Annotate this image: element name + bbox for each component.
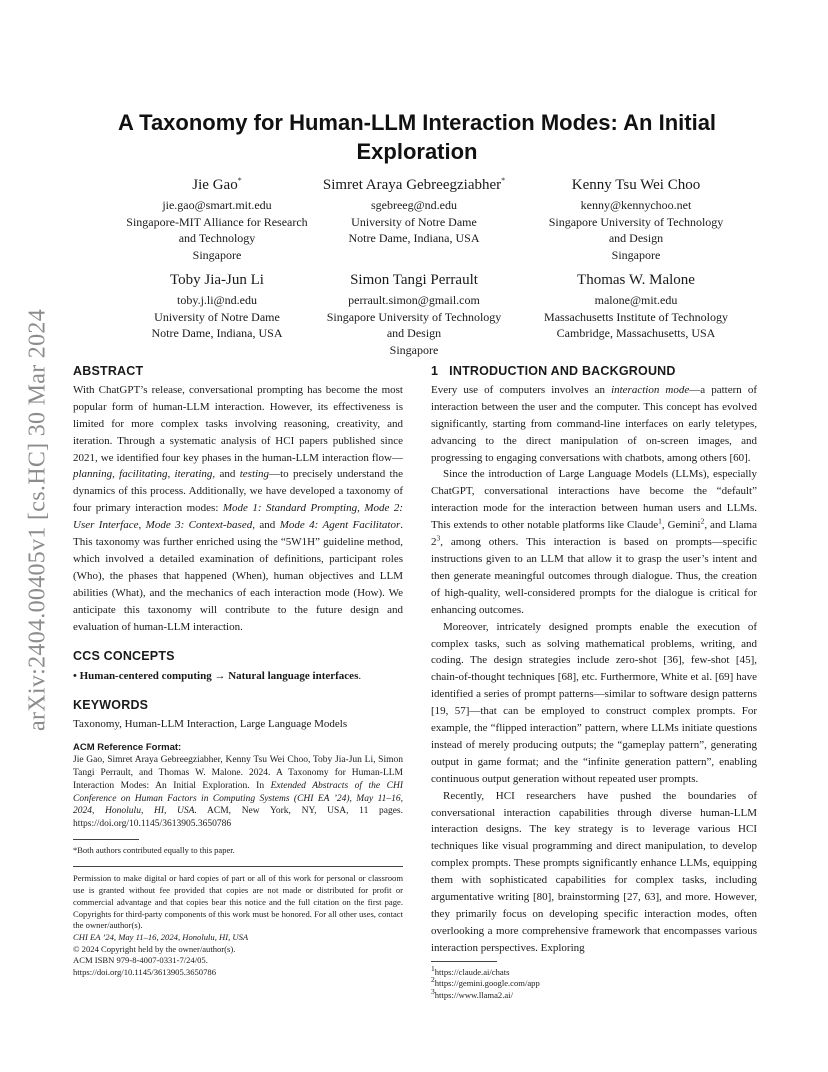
copyright-line: © 2024 Copyright held by the owner/author(s). [73, 943, 236, 954]
author-affiliation: and Technology [178, 231, 256, 245]
author-affiliation: Singapore University of Technology [326, 309, 502, 324]
author-affiliation: Notre Dame, Indiana, USA [151, 326, 283, 340]
permission-block [73, 866, 403, 978]
permission-text: Permission to make digital or hard copies of part or all of this work for personal or classroom use is granted without fee provided that copies are not made or distributed for profit or commercial advantage and that copies bear this notice and the full citation on the first page. Copyrights for third-party components of this work must be honored. For all other uses, contact the owner/author(s). [73, 873, 403, 931]
author-affiliation: Notre Dame, Indiana, USA [348, 231, 480, 245]
author-name: Simret Araya Gebreegziabher [322, 177, 502, 193]
author-name: Toby Jia-Jun Li [170, 272, 264, 288]
ccs-text: • Human-centered computing → Natural language interfaces. [73, 670, 362, 683]
venue-line: CHI EA ’24, May 11–16, 2024, Honolulu, HI, USA [73, 931, 249, 942]
author-affiliation: Massachusetts Institute of Technology [544, 309, 728, 324]
footnote-url: $^1$https://claude.ai/chats [431, 963, 510, 977]
left-column [73, 363, 403, 979]
right-column [431, 363, 757, 1002]
author-name: Simon Tangi Perrault [350, 272, 478, 288]
intro-paragraph: Recently, HCI researchers have pushed the boundaries of conversational interaction capabilities through diverse human-LLM interaction designs. The key strategy is to leverage various HCI techniques like visual programming and direct manipulation, to develop complex prompts. These prompts significantly enhance LLMs, equipping them with sophisticated capabilities for complex tasks, including argumentative writing [80], brainstorming [27, 63], and more. However, they primarily focus on developing specific interaction modes, often overlooking a more comprehensive framework that encompasses various interaction perspectives. Exploring [431, 789, 757, 954]
author-block: Simret Araya Gebreegziabher* sgebreeg@nd.edu University of Notre Dame Notre Dame, Indiana, USA [294, 176, 534, 247]
isbn-line: ACM ISBN 979-8-4007-0331-7/24/05. [73, 955, 208, 966]
author-block [516, 176, 756, 263]
intro-paragraph: Since the introduction of Large Language Models (LLMs), especially ChatGPT, conversational interactions have become the “default” interaction mode for the interaction between human users and LLMs. This extends to other notable platforms like Claude$^1$, Gemini$^2$, and Llama $2^3$, among others. This interaction is based on prompts—specific instructions given to an LLM that allow it to grasp the user’s intent and then generate meaningful outcomes through dialogue. Thus, the creation of high-quality, well-considered prompts for the dialogue is critical for enhancing outcomes. [431, 468, 757, 616]
reference-format-heading: ACM Reference Format: [73, 742, 182, 754]
intro-paragraph: Every use of computers involves an interaction mode—a pattern of interaction between the user and the computer. This concept has evolved significantly, starting from command-line interfaces on early teletypes, advancing to the direct manipulation of on-screen images, and progressing to engaging conversations with chatbots, among others [60]. [431, 383, 757, 464]
footnote-url: $^2$https://gemini.google.com/app [431, 975, 540, 989]
author-name: Kenny Tsu Wei Choo [571, 177, 701, 193]
author-affiliation: Singapore [192, 247, 242, 262]
author-affiliation: Cambridge, Massachusetts, USA [556, 326, 716, 340]
author-email: sgebreeg@nd.edu [370, 198, 458, 212]
footnote-url: $^3$https://www.llama2.ai/ [431, 987, 513, 1000]
author-name: Jie Gao [192, 177, 238, 193]
author-block: Jie Gao* jie.gao@smart.mit.edu Singapore-MIT Alliance for Research and Technology Singapore [97, 176, 337, 263]
doi-link[interactable]: https://doi.org/10.1145/3613905.3650786 [73, 967, 216, 978]
author-affiliation: and Design [386, 326, 442, 340]
author-affiliation: and Design [608, 231, 664, 245]
arxiv-identifier: arXiv:2404.00405v1 [cs.HC] 30 Mar 2024 [24, 308, 51, 732]
author-block [294, 271, 534, 358]
footnote-rule [431, 961, 497, 962]
abstract-heading: ABSTRACT [73, 364, 144, 378]
author-email: jie.gao@smart.mit.edu [162, 198, 272, 212]
abstract-text: With ChatGPT’s release, conversational prompting has become the most popular form of human-LLM interaction. However, its effectiveness is limited for more complex tasks involving reasoning, creativity, and iteration. Through a systematic analysis of HCI papers published since 2021, we identified four key phases in the human-LLM interaction flow—planning, facilitating, iterating, and testing—to precisely understand the dynamics of this process. Additionally, we have developed a taxonomy of four primary interaction modes: Mode 1: Standard Prompting, Mode 2: User Interface, Mode 3: Context-based, and Mode 4: Agent Facilitator. This taxonomy was further enriched using the “5W1H” guideline method, which involved a detailed examination of definitions, participant roles (Who), the phases that happened (When), human objectives and LLM abilities (What), and the mechanics of each interaction mode (How). We anticipate this taxonomy will contribute to the future design and evaluation of human-LLM interaction. [73, 383, 403, 633]
author-name: Thomas W. Malone [577, 272, 695, 288]
author-email: kenny@kennychoo.net [580, 198, 692, 212]
intro-paragraph: Moreover, intricately designed prompts enable the execution of complex tasks, such as solving mathematical problems, writing, and coding. The design strategies include zero-shot [36], few-shot [45], chain-of-thought techniques [68], etc. Furthermore, White et al. [69] have identified a series of prompt patterns—similar to software design patterns [19, 57]—that can be employed to construct complex prompts. For example, the “flipped interaction” pattern, where LLMs initiate questions instead of merely producing outputs; the “gameplay pattern”, generating output in game format; and the “infinite generation pattern”, enabling continuous output generation without repeated user prompts. [431, 620, 757, 785]
footnote-equal-contribution: *Both authors contributed equally to this paper. [73, 844, 235, 855]
footnote-rule [73, 839, 139, 840]
author-email: perrault.simon@gmail.com [348, 293, 480, 307]
author-block [516, 271, 756, 342]
ccs-heading: CCS CONCEPTS [73, 648, 175, 663]
paper-title: A Taxonomy for Human-LLM Interaction Modes: An Initial Exploration [117, 110, 717, 164]
author-affiliation: Singapore University of Technology [548, 214, 724, 229]
author-affiliation: Singapore-MIT Alliance for Research [126, 214, 308, 229]
keywords-heading: KEYWORDS [73, 698, 149, 713]
keywords-text: Taxonomy, Human-LLM Interaction, Large Language Models [73, 718, 348, 731]
author-affiliation: Singapore [389, 342, 439, 357]
author-affiliation: University of Notre Dame [154, 309, 280, 324]
author-affiliation: University of Notre Dame [351, 214, 477, 229]
author-email: toby.j.li@nd.edu [177, 293, 257, 307]
reference-format-text: Jie Gao, Simret Araya Gebreegziabher, Kenny Tsu Wei Choo, Toby Jia-Jun Li, Simon Tangi Perrault, and Thomas W. Malone. 2024. A Taxonomy for Human-LLM Interaction Modes: An Initial Exploration. In Extended Abstracts of the CHI Conference on Human Factors in Computing Systems (CHI EA ’24), May 11–16, 2024, Honolulu, HI, USA. ACM, New York, NY, USA, 11 pages. https://doi.org/10.1145/3613905.3650786 [73, 755, 404, 830]
section-heading: 1 INTRODUCTION AND BACKGROUND [431, 364, 676, 378]
author-affiliation: Singapore [611, 247, 661, 262]
author-email: malone@mit.edu [594, 293, 678, 307]
